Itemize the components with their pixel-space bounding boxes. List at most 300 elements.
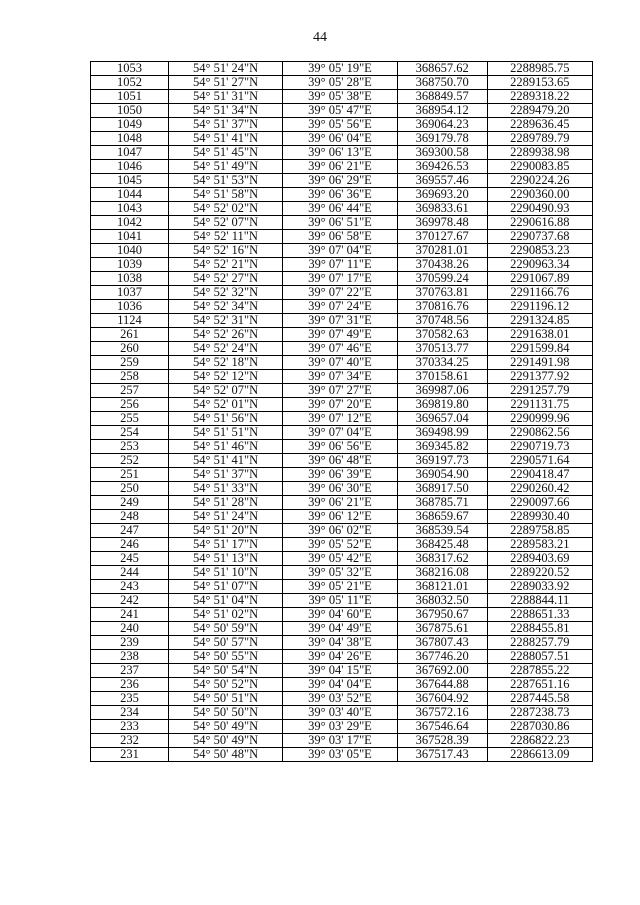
latitude-cell: 54° 51' 28"N [168,496,282,510]
x-coordinate-cell: 369693.20 [397,188,487,202]
table-row [91,678,593,692]
point-number-cell: 1050 [91,104,169,118]
longitude-cell: 39° 03' 05"E [283,748,397,762]
x-coordinate-cell: 367604.92 [397,692,487,706]
point-number-cell: 233 [91,720,169,734]
x-coordinate-cell: 370763.81 [397,286,487,300]
table-row [91,104,593,118]
longitude-cell: 39° 06' 48"E [283,454,397,468]
point-number-cell: 260 [91,342,169,356]
x-coordinate-cell: 368317.62 [397,552,487,566]
point-number-cell: 248 [91,510,169,524]
latitude-cell: 54° 51' 04"N [168,594,282,608]
y-coordinate-cell: 2290360.00 [487,188,592,202]
x-coordinate-cell: 369833.61 [397,202,487,216]
table-row [91,342,593,356]
table-row [91,496,593,510]
y-coordinate-cell: 2289930.40 [487,510,592,524]
y-coordinate-cell: 2288844.11 [487,594,592,608]
longitude-cell: 39° 07' 31"E [283,314,397,328]
longitude-cell: 39° 05' 19"E [283,62,397,76]
latitude-cell: 54° 51' 53"N [168,174,282,188]
x-coordinate-cell: 369987.06 [397,384,487,398]
point-number-cell: 1045 [91,174,169,188]
longitude-cell: 39° 06' 30"E [283,482,397,496]
y-coordinate-cell: 2287445.58 [487,692,592,706]
latitude-cell: 54° 51' 37"N [168,468,282,482]
y-coordinate-cell: 2290490.93 [487,202,592,216]
x-coordinate-cell: 367528.39 [397,734,487,748]
y-coordinate-cell: 2291196.12 [487,300,592,314]
y-coordinate-cell: 2288985.75 [487,62,592,76]
y-coordinate-cell: 2290097.66 [487,496,592,510]
x-coordinate-cell: 367546.64 [397,720,487,734]
table-row [91,650,593,664]
longitude-cell: 39° 05' 32"E [283,566,397,580]
y-coordinate-cell: 2290083.85 [487,160,592,174]
longitude-cell: 39° 07' 22"E [283,286,397,300]
point-number-cell: 237 [91,664,169,678]
point-number-cell: 1048 [91,132,169,146]
latitude-cell: 54° 52' 18"N [168,356,282,370]
x-coordinate-cell: 370816.76 [397,300,487,314]
latitude-cell: 54° 51' 33"N [168,482,282,496]
table-row [91,524,593,538]
x-coordinate-cell: 369426.53 [397,160,487,174]
x-coordinate-cell: 369054.90 [397,468,487,482]
latitude-cell: 54° 51' 17"N [168,538,282,552]
point-number-cell: 257 [91,384,169,398]
y-coordinate-cell: 2291599.84 [487,342,592,356]
x-coordinate-cell: 367517.43 [397,748,487,762]
latitude-cell: 54° 50' 55"N [168,650,282,664]
latitude-cell: 54° 52' 07"N [168,216,282,230]
y-coordinate-cell: 2290616.88 [487,216,592,230]
latitude-cell: 54° 51' 24"N [168,510,282,524]
point-number-cell: 1039 [91,258,169,272]
y-coordinate-cell: 2291166.76 [487,286,592,300]
x-coordinate-cell: 369064.23 [397,118,487,132]
y-coordinate-cell: 2289758.85 [487,524,592,538]
x-coordinate-cell: 368539.54 [397,524,487,538]
y-coordinate-cell: 2289636.45 [487,118,592,132]
longitude-cell: 39° 05' 42"E [283,552,397,566]
table-row [91,132,593,146]
x-coordinate-cell: 369557.46 [397,174,487,188]
y-coordinate-cell: 2290260.42 [487,482,592,496]
longitude-cell: 39° 06' 44"E [283,202,397,216]
latitude-cell: 54° 50' 51"N [168,692,282,706]
point-number-cell: 1043 [91,202,169,216]
table-row [91,706,593,720]
y-coordinate-cell: 2289583.21 [487,538,592,552]
table-row [91,566,593,580]
longitude-cell: 39° 07' 24"E [283,300,397,314]
longitude-cell: 39° 07' 04"E [283,244,397,258]
x-coordinate-cell: 370513.77 [397,342,487,356]
x-coordinate-cell: 367572.16 [397,706,487,720]
point-number-cell: 247 [91,524,169,538]
latitude-cell: 54° 52' 16"N [168,244,282,258]
y-coordinate-cell: 2287030.86 [487,720,592,734]
point-number-cell: 258 [91,370,169,384]
table-row [91,426,593,440]
x-coordinate-cell: 368785.71 [397,496,487,510]
x-coordinate-cell: 369819.80 [397,398,487,412]
y-coordinate-cell: 2290737.68 [487,230,592,244]
x-coordinate-cell: 367692.00 [397,664,487,678]
x-coordinate-cell: 369498.99 [397,426,487,440]
point-number-cell: 1052 [91,76,169,90]
longitude-cell: 39° 07' 34"E [283,370,397,384]
point-number-cell: 250 [91,482,169,496]
y-coordinate-cell: 2290224.26 [487,174,592,188]
longitude-cell: 39° 06' 13"E [283,146,397,160]
x-coordinate-cell: 368032.50 [397,594,487,608]
table-row [91,734,593,748]
table-row [91,720,593,734]
table-row [91,398,593,412]
y-coordinate-cell: 2291131.75 [487,398,592,412]
longitude-cell: 39° 04' 26"E [283,650,397,664]
y-coordinate-cell: 2291067.89 [487,272,592,286]
point-number-cell: 1037 [91,286,169,300]
x-coordinate-cell: 368425.48 [397,538,487,552]
longitude-cell: 39° 06' 02"E [283,524,397,538]
x-coordinate-cell: 370438.26 [397,258,487,272]
longitude-cell: 39° 03' 17"E [283,734,397,748]
latitude-cell: 54° 51' 34"N [168,104,282,118]
point-number-cell: 236 [91,678,169,692]
table-row [91,118,593,132]
table-row [91,244,593,258]
x-coordinate-cell: 369197.73 [397,454,487,468]
longitude-cell: 39° 04' 04"E [283,678,397,692]
latitude-cell: 54° 51' 58"N [168,188,282,202]
table-row [91,482,593,496]
latitude-cell: 54° 52' 31"N [168,314,282,328]
point-number-cell: 234 [91,706,169,720]
latitude-cell: 54° 52' 27"N [168,272,282,286]
y-coordinate-cell: 2290418.47 [487,468,592,482]
point-number-cell: 231 [91,748,169,762]
y-coordinate-cell: 2291638.01 [487,328,592,342]
longitude-cell: 39° 05' 47"E [283,104,397,118]
longitude-cell: 39° 04' 49"E [283,622,397,636]
point-number-cell: 252 [91,454,169,468]
y-coordinate-cell: 2291324.85 [487,314,592,328]
point-number-cell: 1124 [91,314,169,328]
y-coordinate-cell: 2289938.98 [487,146,592,160]
x-coordinate-cell: 369657.04 [397,412,487,426]
x-coordinate-cell: 369345.82 [397,440,487,454]
latitude-cell: 54° 51' 41"N [168,454,282,468]
point-number-cell: 256 [91,398,169,412]
point-number-cell: 1051 [91,90,169,104]
y-coordinate-cell: 2289403.69 [487,552,592,566]
longitude-cell: 39° 06' 39"E [283,468,397,482]
table-row [91,174,593,188]
latitude-cell: 54° 51' 46"N [168,440,282,454]
point-number-cell: 1049 [91,118,169,132]
latitude-cell: 54° 51' 07"N [168,580,282,594]
y-coordinate-cell: 2286613.09 [487,748,592,762]
x-coordinate-cell: 367807.43 [397,636,487,650]
table-row [91,216,593,230]
longitude-cell: 39° 03' 40"E [283,706,397,720]
latitude-cell: 54° 50' 48"N [168,748,282,762]
table-row [91,230,593,244]
y-coordinate-cell: 2287238.73 [487,706,592,720]
latitude-cell: 54° 52' 24"N [168,342,282,356]
y-coordinate-cell: 2291257.79 [487,384,592,398]
x-coordinate-cell: 369300.58 [397,146,487,160]
latitude-cell: 54° 51' 20"N [168,524,282,538]
table-row [91,286,593,300]
x-coordinate-cell: 370158.61 [397,370,487,384]
point-number-cell: 245 [91,552,169,566]
longitude-cell: 39° 06' 51"E [283,216,397,230]
latitude-cell: 54° 52' 02"N [168,202,282,216]
x-coordinate-cell: 370582.63 [397,328,487,342]
latitude-cell: 54° 50' 54"N [168,664,282,678]
table-row [91,692,593,706]
longitude-cell: 39° 07' 11"E [283,258,397,272]
table-row [91,62,593,76]
table-row [91,440,593,454]
y-coordinate-cell: 2289318.22 [487,90,592,104]
point-number-cell: 249 [91,496,169,510]
point-number-cell: 1042 [91,216,169,230]
latitude-cell: 54° 52' 11"N [168,230,282,244]
table-row [91,636,593,650]
longitude-cell: 39° 05' 52"E [283,538,397,552]
table-row [91,538,593,552]
latitude-cell: 54° 52' 26"N [168,328,282,342]
latitude-cell: 54° 51' 31"N [168,90,282,104]
longitude-cell: 39° 03' 29"E [283,720,397,734]
table-row [91,594,593,608]
point-number-cell: 242 [91,594,169,608]
x-coordinate-cell: 370599.24 [397,272,487,286]
longitude-cell: 39° 06' 12"E [283,510,397,524]
coordinates-table-body [91,62,593,762]
table-row [91,356,593,370]
latitude-cell: 54° 50' 59"N [168,622,282,636]
longitude-cell: 39° 05' 11"E [283,594,397,608]
x-coordinate-cell: 367950.67 [397,608,487,622]
latitude-cell: 54° 52' 21"N [168,258,282,272]
table-row [91,146,593,160]
latitude-cell: 54° 51' 10"N [168,566,282,580]
x-coordinate-cell: 368657.62 [397,62,487,76]
table-row [91,272,593,286]
latitude-cell: 54° 50' 49"N [168,720,282,734]
table-row [91,300,593,314]
latitude-cell: 54° 51' 24"N [168,62,282,76]
longitude-cell: 39° 07' 46"E [283,342,397,356]
y-coordinate-cell: 2288455.81 [487,622,592,636]
page-number: 44 [313,30,327,45]
x-coordinate-cell: 368917.50 [397,482,487,496]
y-coordinate-cell: 2290862.56 [487,426,592,440]
y-coordinate-cell: 2289789.79 [487,132,592,146]
y-coordinate-cell: 2289033.92 [487,580,592,594]
x-coordinate-cell: 367644.88 [397,678,487,692]
x-coordinate-cell: 369179.78 [397,132,487,146]
point-number-cell: 232 [91,734,169,748]
longitude-cell: 39° 07' 12"E [283,412,397,426]
point-number-cell: 253 [91,440,169,454]
table-row [91,580,593,594]
y-coordinate-cell: 2290719.73 [487,440,592,454]
table-row [91,76,593,90]
y-coordinate-cell: 2289153.65 [487,76,592,90]
table-row [91,622,593,636]
point-number-cell: 259 [91,356,169,370]
table-row [91,258,593,272]
table-row [91,160,593,174]
point-number-cell: 1044 [91,188,169,202]
longitude-cell: 39° 05' 38"E [283,90,397,104]
longitude-cell: 39° 06' 04"E [283,132,397,146]
y-coordinate-cell: 2289479.20 [487,104,592,118]
table-row [91,314,593,328]
longitude-cell: 39° 06' 21"E [283,496,397,510]
table-row [91,412,593,426]
longitude-cell: 39° 07' 20"E [283,398,397,412]
table-row [91,454,593,468]
longitude-cell: 39° 06' 21"E [283,160,397,174]
latitude-cell: 54° 51' 56"N [168,412,282,426]
x-coordinate-cell: 367875.61 [397,622,487,636]
latitude-cell: 54° 51' 51"N [168,426,282,440]
point-number-cell: 235 [91,692,169,706]
longitude-cell: 39° 07' 40"E [283,356,397,370]
latitude-cell: 54° 52' 34"N [168,300,282,314]
latitude-cell: 54° 52' 07"N [168,384,282,398]
latitude-cell: 54° 51' 02"N [168,608,282,622]
longitude-cell: 39° 06' 56"E [283,440,397,454]
longitude-cell: 39° 05' 21"E [283,580,397,594]
point-number-cell: 261 [91,328,169,342]
longitude-cell: 39° 07' 49"E [283,328,397,342]
table-row [91,328,593,342]
x-coordinate-cell: 370334.25 [397,356,487,370]
table-row [91,90,593,104]
y-coordinate-cell: 2287651.16 [487,678,592,692]
point-number-cell: 239 [91,636,169,650]
table-row [91,468,593,482]
latitude-cell: 54° 50' 52"N [168,678,282,692]
table-row [91,552,593,566]
point-number-cell: 1040 [91,244,169,258]
longitude-cell: 39° 07' 04"E [283,426,397,440]
x-coordinate-cell: 367746.20 [397,650,487,664]
latitude-cell: 54° 51' 49"N [168,160,282,174]
y-coordinate-cell: 2290999.96 [487,412,592,426]
x-coordinate-cell: 370127.67 [397,230,487,244]
y-coordinate-cell: 2288257.79 [487,636,592,650]
x-coordinate-cell: 368954.12 [397,104,487,118]
latitude-cell: 54° 51' 27"N [168,76,282,90]
point-number-cell: 243 [91,580,169,594]
longitude-cell: 39° 07' 27"E [283,384,397,398]
longitude-cell: 39° 03' 52"E [283,692,397,706]
point-number-cell: 246 [91,538,169,552]
longitude-cell: 39° 07' 17"E [283,272,397,286]
table-row [91,608,593,622]
y-coordinate-cell: 2289220.52 [487,566,592,580]
x-coordinate-cell: 368849.57 [397,90,487,104]
y-coordinate-cell: 2287855.22 [487,664,592,678]
y-coordinate-cell: 2290571.64 [487,454,592,468]
latitude-cell: 54° 52' 12"N [168,370,282,384]
point-number-cell: 1036 [91,300,169,314]
x-coordinate-cell: 369978.48 [397,216,487,230]
latitude-cell: 54° 50' 57"N [168,636,282,650]
point-number-cell: 255 [91,412,169,426]
longitude-cell: 39° 05' 56"E [283,118,397,132]
longitude-cell: 39° 04' 60"E [283,608,397,622]
point-number-cell: 241 [91,608,169,622]
longitude-cell: 39° 04' 38"E [283,636,397,650]
table-row [91,370,593,384]
y-coordinate-cell: 2291491.98 [487,356,592,370]
latitude-cell: 54° 51' 41"N [168,132,282,146]
point-number-cell: 1047 [91,146,169,160]
table-row [91,664,593,678]
longitude-cell: 39° 06' 58"E [283,230,397,244]
latitude-cell: 54° 52' 01"N [168,398,282,412]
x-coordinate-cell: 368121.01 [397,580,487,594]
longitude-cell: 39° 05' 28"E [283,76,397,90]
x-coordinate-cell: 370748.56 [397,314,487,328]
table-row [91,202,593,216]
table-row [91,510,593,524]
x-coordinate-cell: 370281.01 [397,244,487,258]
point-number-cell: 238 [91,650,169,664]
table-row [91,188,593,202]
point-number-cell: 254 [91,426,169,440]
y-coordinate-cell: 2288057.51 [487,650,592,664]
longitude-cell: 39° 04' 15"E [283,664,397,678]
x-coordinate-cell: 368659.67 [397,510,487,524]
latitude-cell: 54° 51' 37"N [168,118,282,132]
coordinates-table [90,61,593,762]
latitude-cell: 54° 51' 45"N [168,146,282,160]
x-coordinate-cell: 368750.70 [397,76,487,90]
x-coordinate-cell: 368216.08 [397,566,487,580]
y-coordinate-cell: 2290853.23 [487,244,592,258]
latitude-cell: 54° 51' 13"N [168,552,282,566]
y-coordinate-cell: 2290963.34 [487,258,592,272]
point-number-cell: 1038 [91,272,169,286]
latitude-cell: 54° 52' 32"N [168,286,282,300]
table-row [91,748,593,762]
longitude-cell: 39° 06' 29"E [283,174,397,188]
point-number-cell: 1041 [91,230,169,244]
point-number-cell: 1046 [91,160,169,174]
point-number-cell: 244 [91,566,169,580]
point-number-cell: 240 [91,622,169,636]
latitude-cell: 54° 50' 49"N [168,734,282,748]
table-row [91,384,593,398]
y-coordinate-cell: 2286822.23 [487,734,592,748]
point-number-cell: 1053 [91,62,169,76]
longitude-cell: 39° 06' 36"E [283,188,397,202]
y-coordinate-cell: 2288651.33 [487,608,592,622]
